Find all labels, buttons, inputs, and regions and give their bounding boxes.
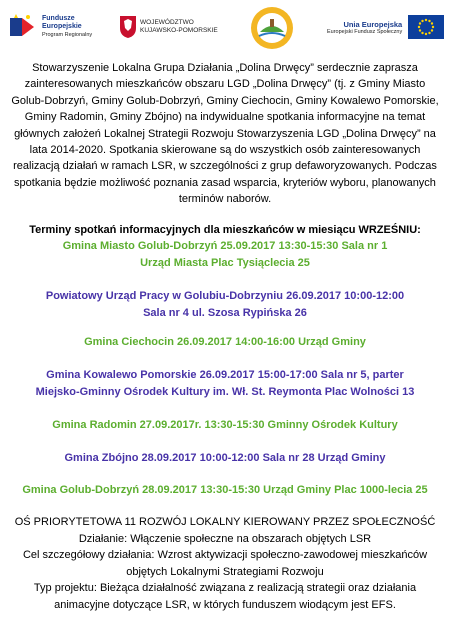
meeting-4-line1: Gmina Kowalewo Pomorskie 26.09.2017 15:00-17:00 Sala nr 5, parter (46, 369, 404, 381)
coat-of-arms-icon (120, 16, 136, 38)
lgd-emblem-icon (250, 6, 294, 50)
meeting-4-line2: Miejsko-Gminny Ośrodek Kultury im. Wł. St. Reymonta Plac Wolności 13 (35, 386, 415, 398)
meeting-5-line1: Gmina Radomin 27.09.2017r. 13:30-15:30 Gminny Ośrodek Kultury (52, 419, 398, 431)
meeting-2-line2: Sala nr 4 ul. Szosa Rypińska 26 (143, 307, 307, 319)
woj-line1: WOJEWÓDZTWO (140, 19, 194, 26)
meeting-7-line1: Gmina Golub-Dobrzyń 28.09.2017 13:30-15:30 Urząd Gminy Plac 1000-lecia 25 (22, 484, 428, 496)
logo-strip (0, 0, 450, 56)
woj-line2: KUJAWSKO-POMORSKIE (140, 27, 218, 34)
fe-title: Fundusze (42, 15, 75, 22)
footer-block (8, 514, 442, 614)
wojewodztwo-logo (120, 16, 218, 38)
lgd-dolina-drwecy-logo (250, 6, 294, 50)
meeting-6-line1: Gmina Zbójno 28.09.2017 10:00-12:00 Sala nr 28 Urząd Gminy (64, 452, 386, 464)
fe-title2: Europejskie (42, 23, 82, 30)
ue-subtitle: Europejski Fundusz Społeczny (327, 28, 403, 35)
meeting-1-line2: Urząd Miasta Plac Tysiąclecia 25 (140, 257, 310, 269)
fundusze-europejskie-logo (8, 14, 92, 40)
meeting-3-line1: Gmina Ciechocin 26.09.2017 14:00-16:00 Urząd Gminy (84, 336, 366, 348)
meeting-2-line1: Powiatowy Urząd Pracy w Golubiu-Dobrzyniu 26.09.2017 10:00-12:00 (45, 290, 405, 302)
unia-europejska-logo (327, 15, 444, 39)
schedule-heading: Terminy spotkań informacyjnych dla mieszkańców w miesiącu WRZEŚNIU: (29, 224, 421, 236)
fe-stars-icon (8, 14, 38, 40)
goal-text: Cel szczegółowy działania: Wzrost aktywizacji społeczno-zawodowej mieszkańców objętych Lokalnymi Strategiami Rozwoju (22, 549, 428, 578)
meeting-1-line1: Gmina Miasto Golub-Dobrzyń 25.09.2017 13:30-15:30 Sala nr 1 (62, 240, 388, 252)
priority-axis: OŚ PRIORYTETOWA 11 ROZWÓJ LOKALNY KIEROWANY PRZEZ SPOŁECZNOŚĆ (14, 516, 436, 528)
ue-title: Unia Europejska (343, 19, 403, 29)
fe-subtitle: Program Regionalny (42, 32, 93, 38)
project-type-text: Typ projektu: Bieżąca działalność związana z realizacją strategii oraz działania animacyjne dotyczące LSR, w których funduszem wiodącym jest EFS. (33, 582, 417, 611)
eu-flag-icon (408, 15, 444, 39)
intro-paragraph: Stowarzyszenie Lokalna Grupa Działania „Dolina Drwęcy” serdecznie zaprasza zainteresowanych mieszkańców obszaru LGD „Dolina Drwęcy” (tj. z Gminy Miasto Golub-Dobrzyń, Gminy Golub-Dobrzyń, Gminy Ciechocin, Gminy Kowalewo Pomorskie, Gminy Radomin, Gminy Zbójno) na indywidualne spotkania informacyjne na temat głównych założeń Lokalnej Strategii Rozwoju Stowarzyszenia LGD „Dolina Drwęcy” na lata 2014-2020. Spotkania skierowane są do wszystkich osób zainteresowanych realizacją działań w ramach LSR, w szczególności z grup defaworyzowanych. Podczas spotkania będzie możliwość poznania zasad wsparcia, kryteriów wyboru, planowanych terminów naborów. (11, 62, 439, 206)
action-text: Działanie: Włączenie społeczne na obszarach objętych LSR (78, 532, 372, 545)
